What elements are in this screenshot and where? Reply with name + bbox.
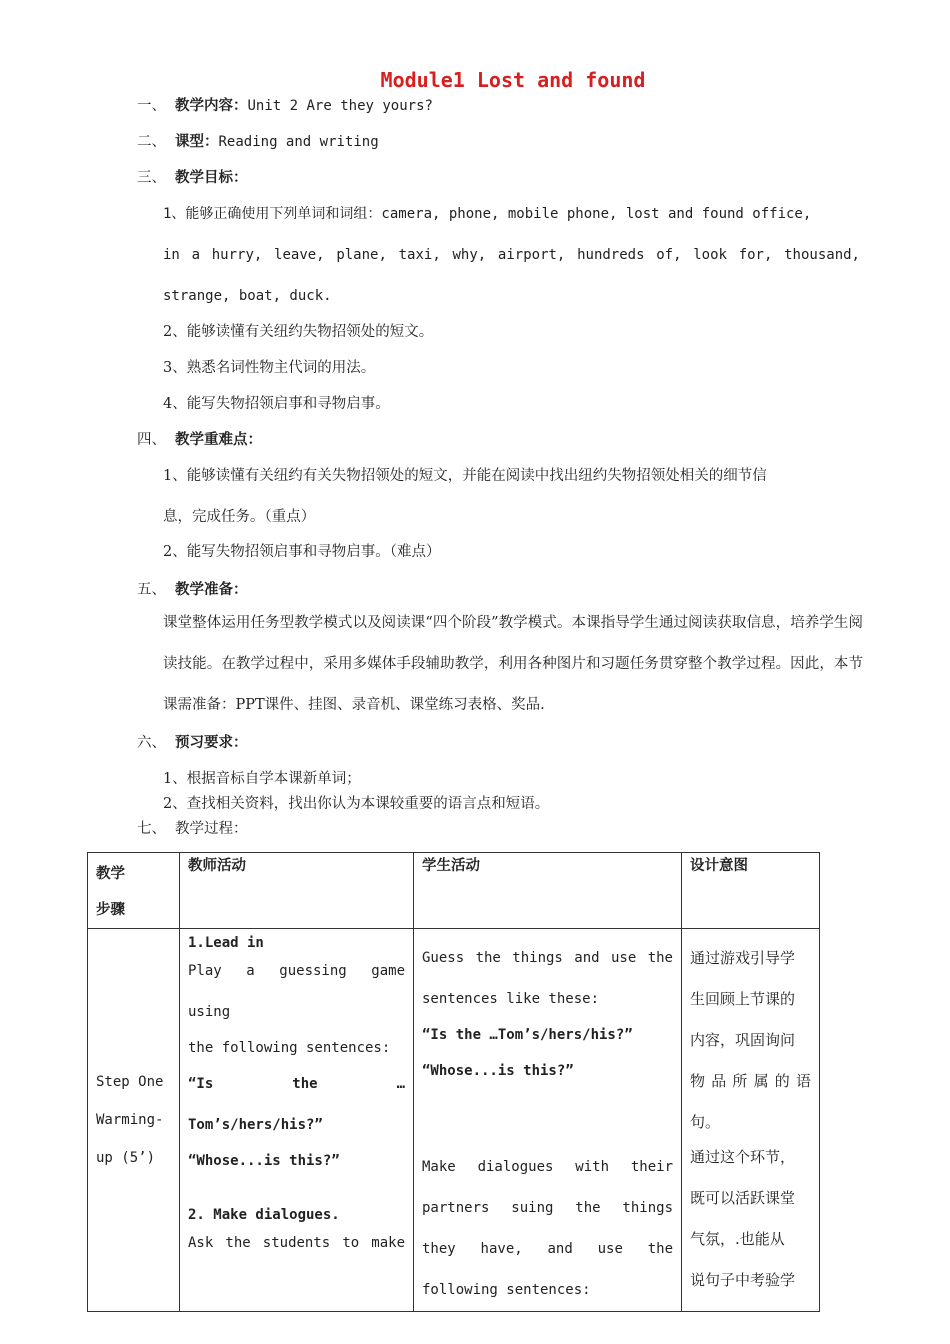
section-number: 一、 — [137, 98, 166, 114]
teacher-activity-cell — [180, 929, 414, 1312]
teacher-line: “Is the … — [188, 1076, 405, 1092]
teacher-line: using — [188, 1004, 231, 1020]
goal-item-4: 4、能写失物招领启事和寻物启事。 — [163, 396, 390, 412]
step-cell — [88, 929, 180, 1312]
preparation-paragraph: 课堂整体运用任务型教学模式以及阅读课“四个阶段”教学模式。本课指导学生通过阅读获取信息，培养学生阅读技能。在教学过程中，采用多媒体手段辅助教学，利用各种图片和习题任务贯穿整个教学过程。因此，本节课需准备：PPT课件、挂图、录音机、课堂练习表格、奖品. — [163, 615, 863, 713]
teacher-line: the following sentences: — [188, 1040, 391, 1056]
step-line-2: Warming- — [96, 1112, 164, 1128]
student-line: Make dialogues with their — [422, 1159, 673, 1175]
key-point-1-line-2: 息，完成任务。（重点） — [163, 509, 316, 525]
design-line: 句。 — [690, 1113, 721, 1131]
student-line: “Is the …Tom’s/hers/his?” — [422, 1027, 633, 1043]
section-label: 教学重难点： — [175, 432, 262, 448]
section-content — [137, 96, 433, 116]
teacher-line: “Whose...is this?” — [188, 1153, 340, 1169]
section-number: 三、 — [137, 170, 166, 186]
table-row — [88, 929, 820, 1312]
section-value: Reading and writing — [218, 134, 379, 150]
section-label: 预习要求： — [175, 735, 248, 751]
teacher-line: 2. Make dialogues. — [188, 1207, 340, 1223]
section-label: 教学内容： — [175, 98, 248, 114]
section-key-points — [137, 430, 262, 450]
student-line: they have, and use the — [422, 1241, 673, 1257]
key-point-1-line-1: 1、能够读懂有关纽约有关失物招领处的短文，并能在阅读中找出纽约失物招领处相关的细节信 — [163, 468, 767, 484]
section-label: 教学目标： — [175, 170, 248, 186]
design-line: 既可以活跃课堂 — [690, 1189, 796, 1207]
goal-item-2: 2、能够读懂有关纽约失物招领处的短文。 — [163, 324, 434, 340]
header-step-line-2: 步骤 — [96, 902, 125, 918]
design-line: 气氛，.也能从 — [690, 1230, 785, 1248]
section-process — [137, 819, 248, 839]
section-number: 五、 — [137, 582, 166, 598]
section-label: 课型： — [175, 134, 219, 150]
design-line: 内容，巩固询问 — [690, 1031, 796, 1049]
preview-item-2: 2、查找相关资料，找出你认为本课较重要的语言点和短语。 — [163, 796, 550, 812]
student-line: following sentences: — [422, 1282, 591, 1298]
section-goals — [137, 168, 248, 188]
teacher-line: Play a guessing game — [188, 963, 405, 979]
header-teacher: 教师活动 — [180, 853, 414, 929]
section-value: Unit 2 Are they yours? — [247, 98, 433, 114]
goal-item-1-line-2: in a hurry, leave, plane, taxi, why, airport, hundreds of, look for, thousand, — [163, 247, 860, 263]
section-label: 教学准备： — [175, 582, 248, 598]
section-label: 教学过程： — [175, 821, 248, 837]
step-line-1: Step One — [96, 1074, 164, 1090]
goal-item-1-line-1: 1、能够正确使用下列单词和词组：camera, phone, mobile phone, lost and found office, — [163, 206, 812, 222]
section-number: 七、 — [137, 821, 166, 837]
student-activity-cell — [414, 929, 682, 1312]
teacher-line: 1.Lead in — [188, 935, 264, 951]
teacher-line: Ask the students to make — [188, 1235, 405, 1251]
student-line: sentences like these: — [422, 991, 600, 1007]
design-line: 生回顾上节课的 — [690, 990, 796, 1008]
preview-item-1: 1、根据音标自学本课新单词； — [163, 771, 361, 787]
section-number: 四、 — [137, 432, 166, 448]
header-design: 设计意图 — [682, 853, 820, 929]
student-line: Guess the things and use the — [422, 950, 673, 966]
step-line-3: up (5’) — [96, 1150, 156, 1166]
design-line: 物品所属的语 — [690, 1072, 811, 1090]
section-preview — [137, 733, 248, 753]
header-step — [88, 853, 180, 929]
design-line: 说句子中考验学 — [690, 1271, 796, 1289]
page-title: Module1 Lost and found — [380, 68, 646, 92]
goal-item-1-line-3: strange, boat, duck. — [163, 288, 332, 304]
table-header-row — [88, 853, 820, 929]
section-type — [137, 132, 379, 152]
section-number: 六、 — [137, 735, 166, 751]
section-number: 二、 — [137, 134, 166, 150]
key-point-2: 2、能写失物招领启事和寻物启事。（难点） — [163, 544, 441, 560]
teaching-process-table — [87, 852, 820, 1312]
header-student: 学生活动 — [414, 853, 682, 929]
student-line: partners suing the things — [422, 1200, 673, 1216]
design-line: 通过这个环节， — [690, 1148, 796, 1166]
design-line: 通过游戏引导学 — [690, 949, 796, 967]
design-intent-cell — [682, 929, 820, 1312]
student-line: “Whose...is this?” — [422, 1063, 574, 1079]
goal-item-3: 3、熟悉名词性物主代词的用法。 — [163, 360, 376, 376]
teacher-line: Tom’s/hers/his?” — [188, 1117, 323, 1133]
header-step-line-1: 教学 — [96, 866, 125, 882]
section-preparation — [137, 580, 248, 600]
